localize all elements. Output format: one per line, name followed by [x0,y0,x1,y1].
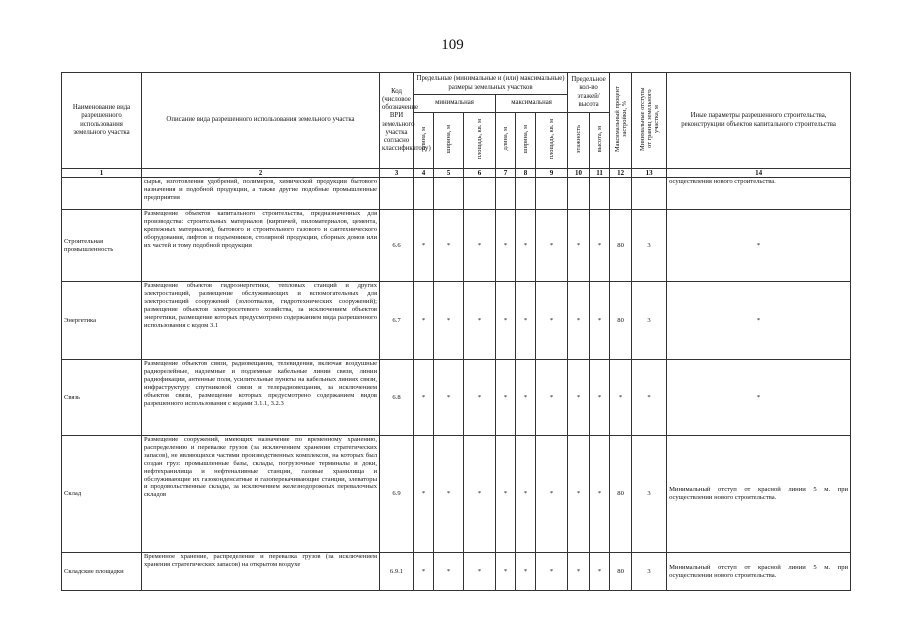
param-cell: * [464,282,496,360]
param-cell: * [568,282,590,360]
header-max-width: ширина, м [516,113,536,169]
column-number: 2 [142,169,380,178]
column-number: 1 [62,169,142,178]
header-floors-group: Предельное кол-во этажей/ высота [568,73,610,113]
use-name-cell: Склад [62,436,142,553]
use-name-cell: Энергетика [62,282,142,360]
use-name-cell: Связь [62,360,142,436]
param-cell [516,178,536,210]
header-max-area: площадь, кв. м [536,113,568,169]
param-cell [610,178,632,210]
column-number: 12 [610,169,632,178]
header-size-limits: Предельные (минимальные и (или) максимальные) размеры земельных участков [414,73,568,95]
column-number-row [62,169,851,178]
param-cell [464,178,496,210]
other-params-cell: * [667,210,851,282]
param-cell: * [496,282,516,360]
param-cell: * [536,210,568,282]
header-use-name: Наименование вида разрешенного использования земельного участка [62,73,142,169]
param-cell: * [590,553,610,591]
param-cell [434,178,464,210]
header-use-description: Описание вида разрешенного использования земельного участка [142,73,380,169]
header-code: Код (числовое обозначение ВРИ земельного участка согласно классификатору) [380,73,414,169]
table-row [62,282,851,360]
param-cell: * [590,210,610,282]
column-number: 5 [434,169,464,178]
param-cell: 80 [610,210,632,282]
use-description-cell: Размещение объектов гидроэнергетики, тепловых станций и других электростанций, размещение обслуживающих и вспомогательных для электростанций сооружений (золоотвалов, гидротехнических сооружений); размещение объектов электросетевого хозяйства, за исключением объектов энергетики, размещение которых предусмотрено содержанием вида разрешенного использования с кодом 3.1 [142,282,380,360]
other-params-cell: осуществления нового строительства. [667,178,851,210]
param-cell: 80 [610,553,632,591]
param-cell: * [568,360,590,436]
param-cell: * [434,282,464,360]
use-description-cell: Временное хранение, распределение и перевалка грузов (за исключением хранения стратегических запасов) на открытом воздухе [142,553,380,591]
code-cell [380,178,414,210]
header-min-width: ширина, м [434,113,464,169]
param-cell [632,178,667,210]
param-cell: * [496,436,516,553]
param-cell: * [496,553,516,591]
param-cell: * [590,436,610,553]
table-header [62,73,851,169]
param-cell: * [590,282,610,360]
column-number: 9 [536,169,568,178]
param-cell: * [536,436,568,553]
header-min-group: минимальная [414,95,496,113]
land-use-table [61,72,851,591]
param-cell: * [516,436,536,553]
param-cell: * [414,553,434,591]
param-cell: * [536,553,568,591]
other-params-cell: * [667,360,851,436]
column-number: 8 [516,169,536,178]
param-cell [536,178,568,210]
param-cell: * [516,210,536,282]
use-name-cell [62,178,142,210]
table-row [62,360,851,436]
header-min-length: длина, м [414,113,434,169]
param-cell: * [516,282,536,360]
header-max-group: максимальная [496,95,568,113]
code-cell: 6.9.1 [380,553,414,591]
column-number: 6 [464,169,496,178]
other-params-cell: * [667,282,851,360]
header-min-setback: Минимальные отступы от границ земельного участка, м [632,73,667,169]
param-cell: * [414,282,434,360]
column-number: 7 [496,169,516,178]
code-cell: 6.8 [380,360,414,436]
param-cell [496,178,516,210]
column-number: 4 [414,169,434,178]
use-description-cell: сырья, изготовления удобрений, полимеров, химической продукции бытового назначения и подобной продукции, а также другие подобные промышленные предприятия [142,178,380,210]
header-max-length: длина, м [496,113,516,169]
header-min-area: площадь, кв. м [464,113,496,169]
page-number: 109 [441,37,464,53]
param-cell: * [516,360,536,436]
param-cell: * [536,282,568,360]
param-cell [414,178,434,210]
param-cell: 3 [632,282,667,360]
param-cell: * [590,360,610,436]
table-row [62,436,851,553]
param-cell: * [414,210,434,282]
param-cell: 3 [632,553,667,591]
table-body [62,169,851,591]
param-cell: * [464,360,496,436]
param-cell: 80 [610,282,632,360]
param-cell: * [414,436,434,553]
param-cell: * [414,360,434,436]
table-row [62,210,851,282]
param-cell: * [496,210,516,282]
table-row [62,178,851,210]
use-name-cell: Строительная промышленность [62,210,142,282]
column-number: 11 [590,169,610,178]
code-cell: 6.6 [380,210,414,282]
header-floors: этажность [568,113,590,169]
code-cell: 6.7 [380,282,414,360]
column-number: 3 [380,169,414,178]
param-cell: * [568,210,590,282]
use-description-cell: Размещение объектов связи, радиовещания, телевидения, включая воздушные радиорелейные, надземные и подземные кабельные линии связи, линии радиофикации, антенные поля, усилительные пункты на кабельных линиях связи, инфраструктуру спутниковой связи и телерадиовещания, за исключением объектов связи, размещение которых предусмотрено содержанием видов разрешенного использования с кодами 3.1.1, 3.2.3 [142,360,380,436]
param-cell: * [434,436,464,553]
other-params-cell: Минимальный отступ от красной линии 5 м. при осуществлении нового строительства. [667,553,851,591]
param-cell: * [516,553,536,591]
param-cell [590,178,610,210]
header-other-params: Иные параметры разрешенного строительства, реконструкции объектов капитального строительства [667,73,851,169]
param-cell: 80 [610,436,632,553]
use-description-cell: Размещение сооружений, имеющих назначение по временному хранению, распределению и перевалке грузов (за исключением хранения стратегических запасов), не являющихся частями производственных комплексов, на которых был создан груз: промышленные базы, склады, погрузочные терминалы и доки, нефтехранилища и нефтеналивные станции, газовые хранилища и обслуживающие их газоконденсатные и газоперекачивающие станции, элеваторы и продовольственные склады, за исключением железнодорожных перевалочных складов [142,436,380,553]
param-cell: * [434,360,464,436]
param-cell: 3 [632,436,667,553]
use-name-cell: Складские площадки [62,553,142,591]
column-number: 14 [667,169,851,178]
param-cell: * [610,360,632,436]
header-height: высота, м [590,113,610,169]
param-cell [568,178,590,210]
use-description-cell: Размещение объектов капитального строительства, предназначенных для производства: строительных материалов (кирпичей, пиломатериалов, цемента, крепежных материалов), бытового и строительного газового и сантехнического оборудования, лифтов и подъемников, столярной продукции, сборных домов или их частей и тому подобной продукции [142,210,380,282]
param-cell: * [496,360,516,436]
code-cell: 6.9 [380,436,414,553]
param-cell: * [464,553,496,591]
param-cell: * [568,436,590,553]
header-max-build-percent: Максимальный процент застройки, % [610,73,632,169]
param-cell: * [434,210,464,282]
column-number: 13 [632,169,667,178]
other-params-cell: Минимальный отступ от красной линии 5 м. при осуществлении нового строительства. [667,436,851,553]
param-cell: * [464,210,496,282]
param-cell: * [434,553,464,591]
table-row [62,553,851,591]
param-cell: 3 [632,210,667,282]
param-cell: * [632,360,667,436]
param-cell: * [568,553,590,591]
param-cell: * [464,436,496,553]
param-cell: * [536,360,568,436]
column-number: 10 [568,169,590,178]
